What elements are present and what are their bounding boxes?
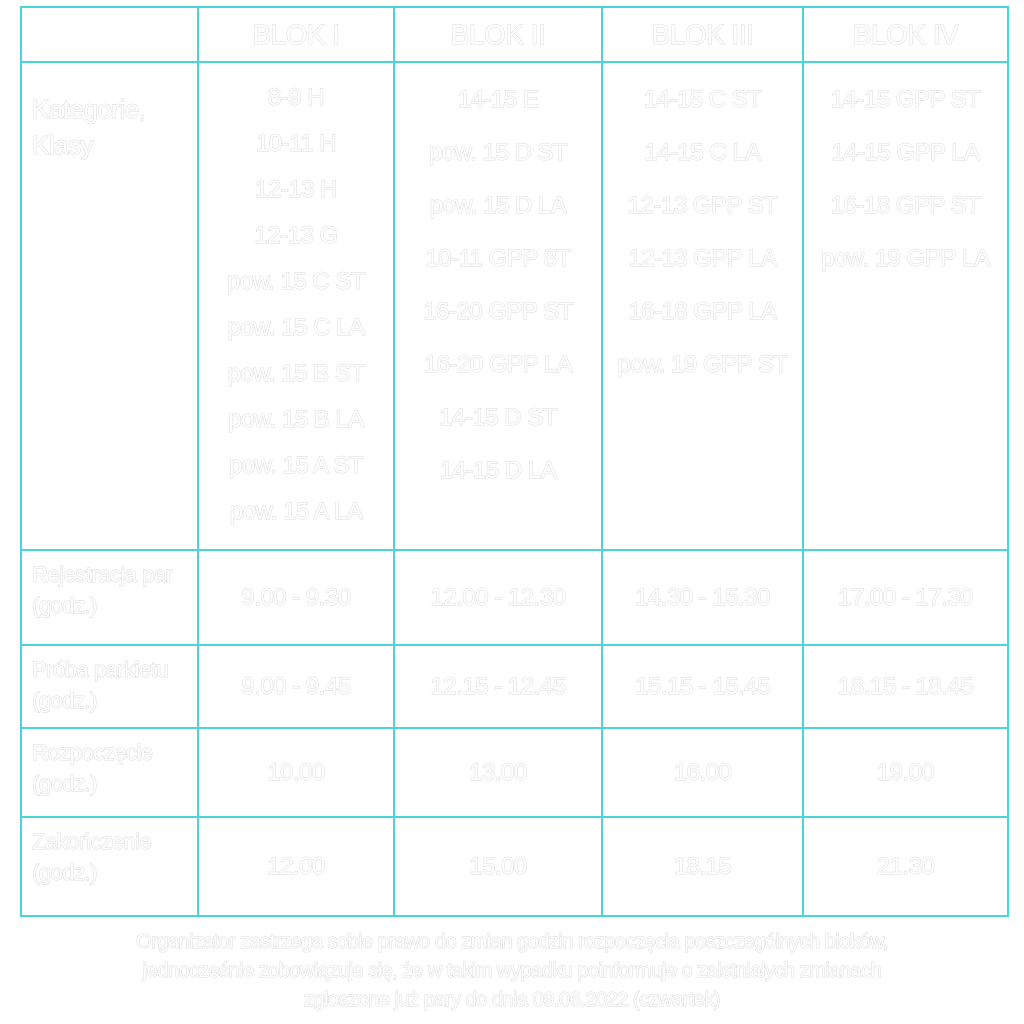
category-item: pow. 15 A LA [229, 498, 363, 525]
registration-time-3: 14.30 - 15.30 [602, 550, 803, 645]
start-time-4: 19.00 [803, 728, 1008, 817]
end-time-1: 12.00 [198, 817, 394, 916]
categories-block-1 [198, 62, 394, 550]
registration-time-2: 12.00 - 12.30 [394, 550, 602, 645]
header-row [21, 7, 1008, 62]
category-item: pow. 15 D ST [428, 139, 568, 166]
start-time-1: 10.00 [198, 728, 394, 817]
block-header-3: BLOK III [602, 7, 803, 62]
category-item: pow. 15 C LA [227, 314, 365, 341]
schedule-table [20, 6, 1009, 917]
categories-block-2 [394, 62, 602, 550]
categories-row [21, 62, 1008, 550]
category-item: 16-20 GPP LA [423, 351, 573, 378]
category-item: 14-15 D ST [439, 404, 557, 431]
floor-rehearsal-time-3: 15.15 - 15.45 [602, 645, 803, 728]
categories-block-4 [803, 62, 1008, 550]
floor-rehearsal-row [21, 645, 1008, 728]
start-label: Rozpoczęcie (godz.) [21, 728, 198, 817]
category-item: 16-18 GPP LA [628, 298, 777, 325]
category-item: 14-15 GPP ST [830, 86, 981, 113]
category-item: 12-13 GPP LA [628, 245, 777, 272]
block-header-2: BLOK II [394, 7, 602, 62]
category-item: 14-15 C ST [643, 86, 762, 113]
categories-label: Kategorie, Klasy [21, 62, 198, 550]
start-time-3: 16.00 [602, 728, 803, 817]
category-item: pow. 19 GPP LA [821, 245, 990, 272]
category-item: 14-15 C LA [644, 139, 761, 166]
category-item: pow. 19 GPP ST [617, 351, 788, 378]
category-item: pow. 15 A ST [228, 452, 364, 479]
block-header-4: BLOK IV [803, 7, 1008, 62]
category-item: 14-15 GPP LA [831, 139, 980, 166]
category-item: pow. 15 B ST [227, 360, 365, 387]
registration-row [21, 550, 1008, 645]
category-item: 12-13 GPP ST [627, 192, 778, 219]
category-item: 12-13 G [254, 222, 338, 249]
category-item: 14-15 E [457, 86, 539, 113]
registration-time-1: 9.00 - 9.30 [198, 550, 394, 645]
category-item: 10-11 H [255, 130, 337, 157]
category-item: 10-11 GPP 8T [425, 245, 571, 272]
category-item: 8-9 H [267, 84, 325, 111]
end-time-2: 15.00 [394, 817, 602, 916]
floor-rehearsal-time-2: 12.15 - 12.45 [394, 645, 602, 728]
category-item: pow. 15 C ST [226, 268, 366, 295]
category-item: pow. 15 D LA [429, 192, 567, 219]
category-item: 16-18 GPP ST [830, 192, 981, 219]
end-row [21, 817, 1008, 916]
end-label: Zakończenie (godz.) [21, 817, 198, 916]
end-time-4: 21.30 [803, 817, 1008, 916]
registration-time-4: 17.00 - 17.30 [803, 550, 1008, 645]
corner-cell [21, 7, 198, 62]
end-time-3: 18.15 [602, 817, 803, 916]
category-item: pow. 15 B LA [228, 406, 364, 433]
floor-rehearsal-label: Próba parkietu (godz.) [21, 645, 198, 728]
category-item: 16-20 GPP ST [423, 298, 573, 325]
organizer-note-line-2: jednocześnie zobowiązuje się, że w takim wypadku poinformuje o zaistniałych zmianach [142, 960, 882, 982]
registration-label: Rejestracja par (godz.) [21, 550, 198, 645]
organizer-note [40, 928, 984, 1015]
block-header-1: BLOK I [198, 7, 394, 62]
organizer-note-line-3: zgłoszone już pary do dnia 09.06.2022 (czwartek) [303, 989, 721, 1011]
organizer-note-line-1: Organizator zastrzega sobie prawo do zmian godzin rozpoczęcia poszczególnych bloków, [136, 931, 888, 953]
start-time-2: 13.00 [394, 728, 602, 817]
floor-rehearsal-time-4: 18.15 - 18.45 [803, 645, 1008, 728]
floor-rehearsal-time-1: 9.00 - 9.45 [198, 645, 394, 728]
category-item: 12-13 H [255, 176, 337, 203]
start-row [21, 728, 1008, 817]
categories-block-3 [602, 62, 803, 550]
category-item: 14-15 D LA [439, 457, 557, 484]
